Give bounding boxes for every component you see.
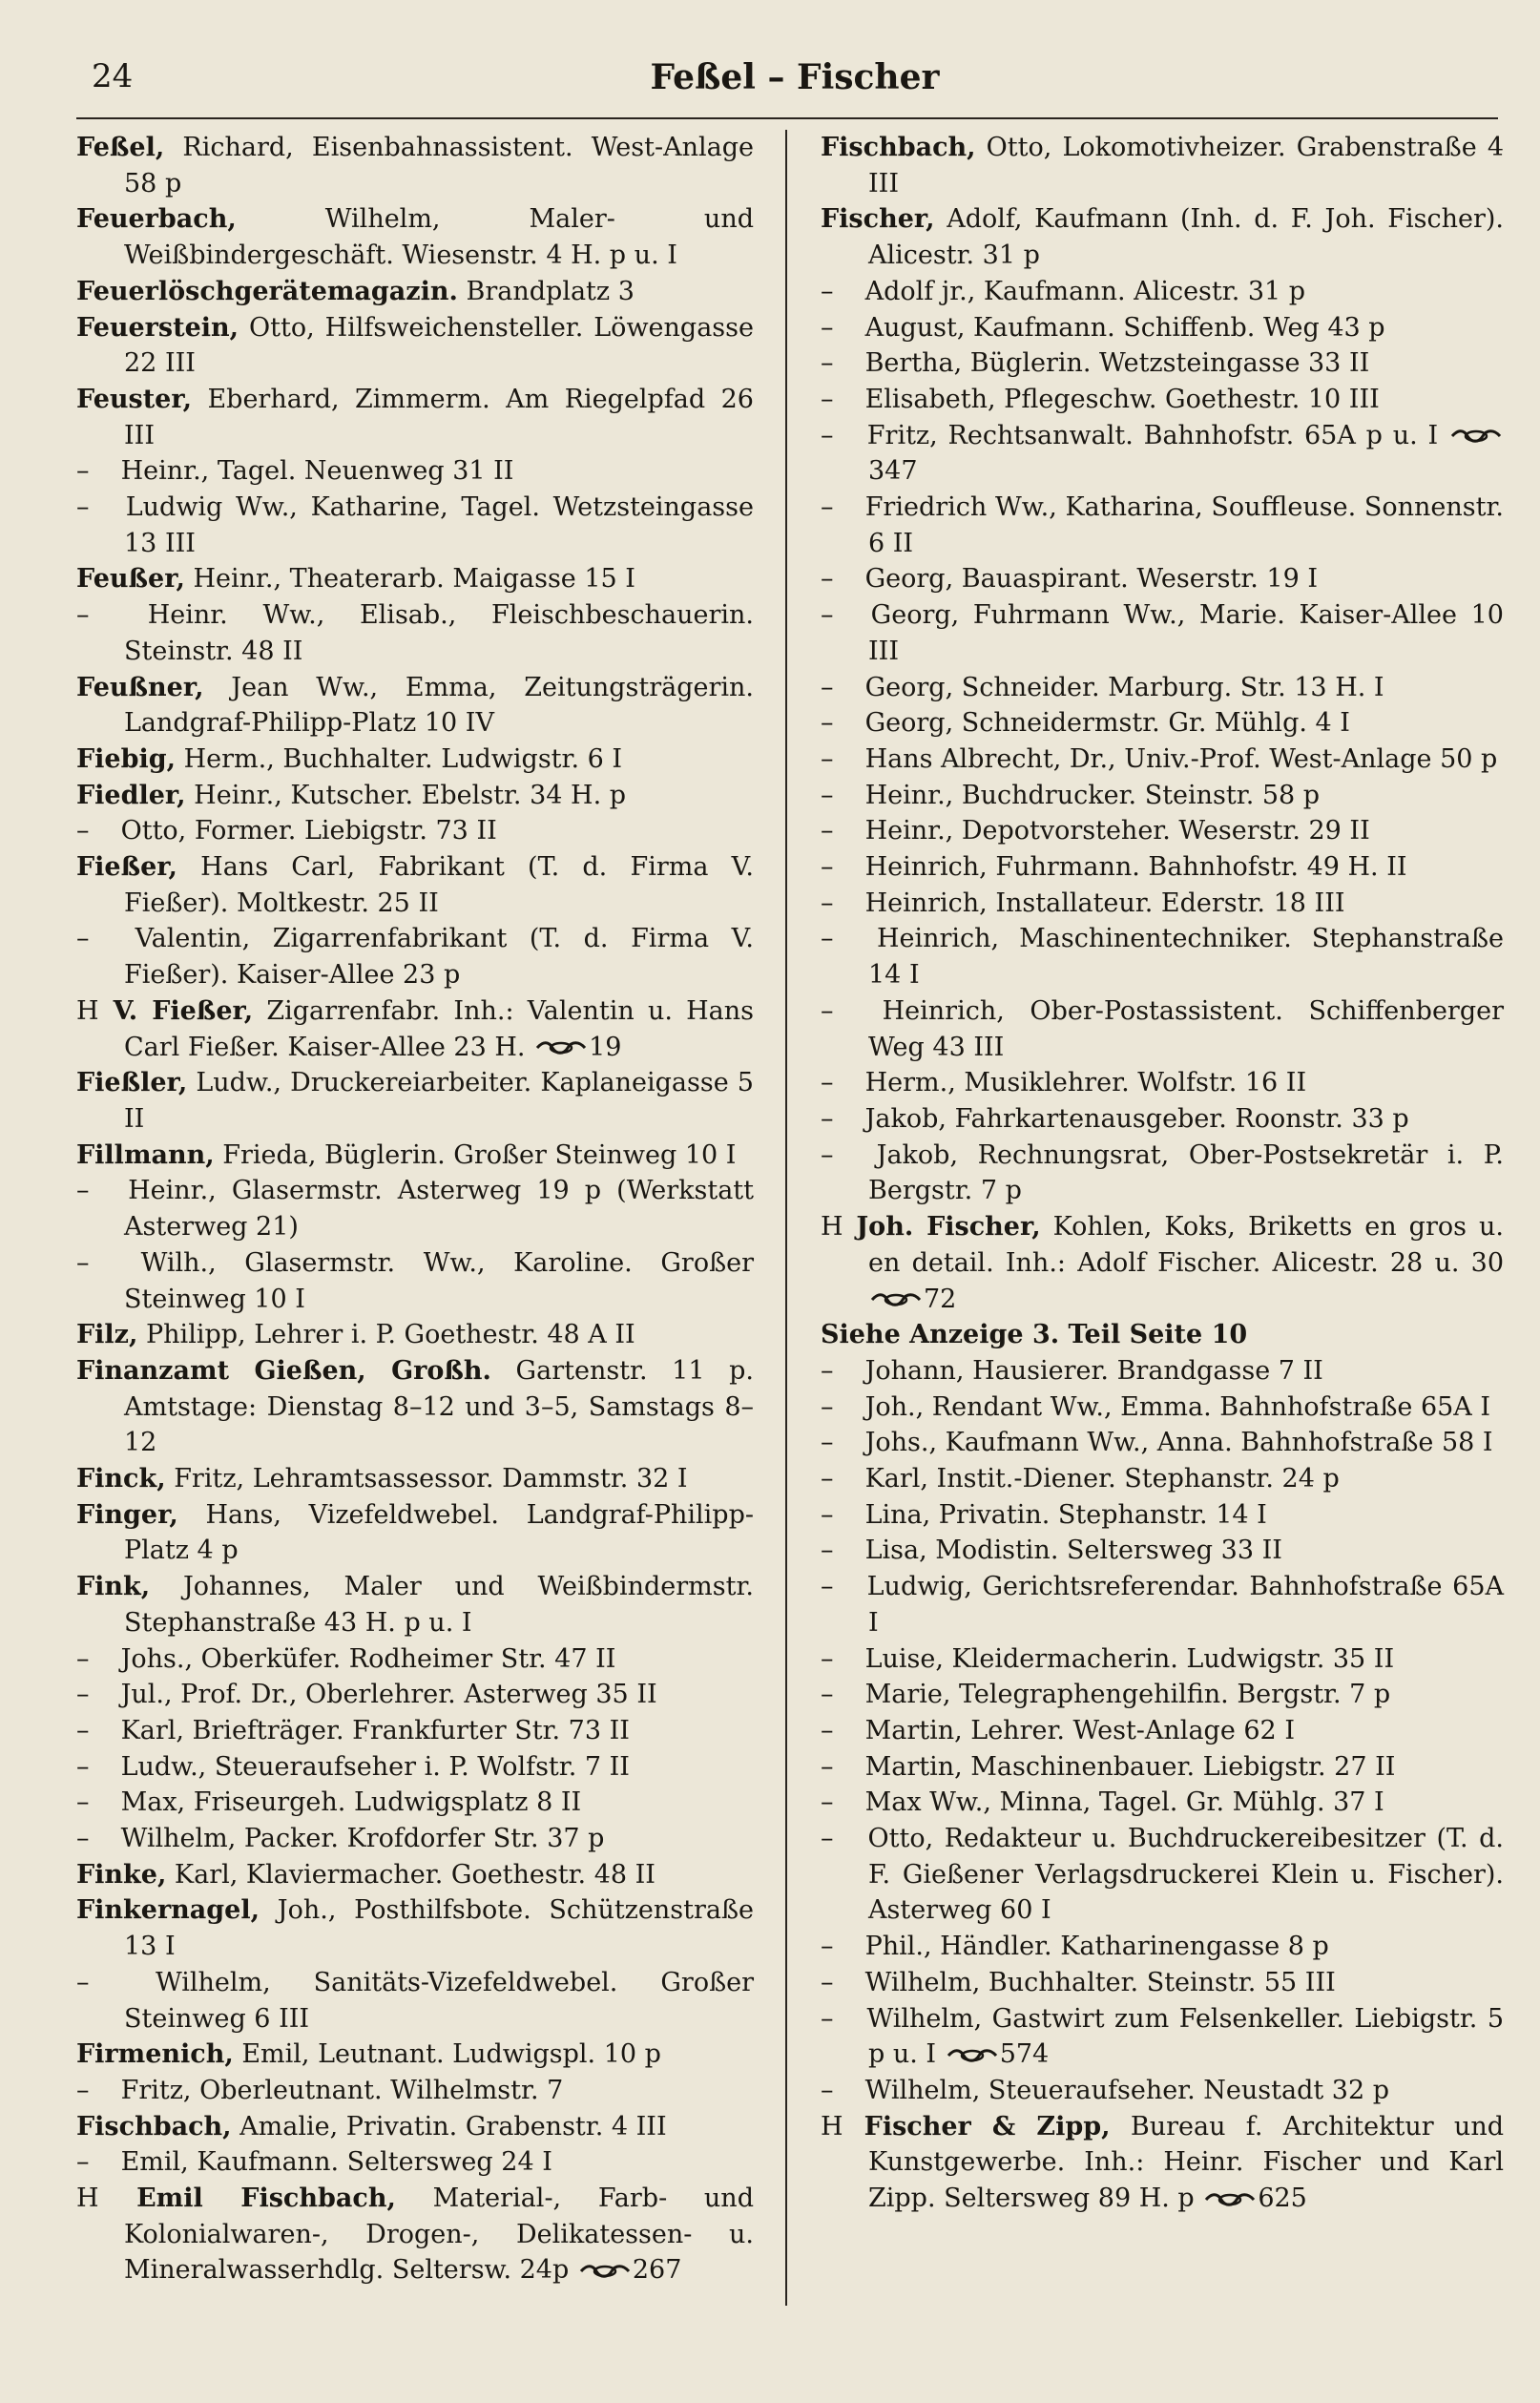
entry-dash: – [76,1643,90,1674]
entry-details: Karl, Briefträger. Frankfurter Str. 73 II [113,1715,630,1745]
entry-phone-number: 347 [868,456,918,487]
entry-dash: – [821,743,834,774]
directory-entry [76,2073,754,2109]
entry-firm-name: Fischer & Zipp, [843,2111,1111,2142]
entry-details: August, Kaufmann. Schiffenb. Weg 43 p [857,312,1385,343]
directory-entry [76,1857,754,1893]
entry-surname: Fießler, [76,1068,188,1098]
entry-dash: – [821,816,834,846]
entry-dash: – [821,852,834,883]
entry-details: Georg, Fuhrmann Ww., Marie. Kaiser-Allee 10 III [857,600,1504,666]
directory-entry [76,2181,754,2288]
entry-details: Martin, Lehrer. West-Anlage 62 I [857,1715,1295,1745]
directory-entry [821,742,1504,778]
entry-phone-number: 72 [924,1284,957,1314]
directory-entry [76,1749,754,1786]
entry-dash: – [76,456,90,487]
directory-entry [821,1353,1504,1390]
directory-entry [821,201,1504,273]
entry-details: Bureau f. Architektur und Kunstgewerbe. Inh.: Heinr. Fischer und Karl Zipp. Seltersweg 89 H. p [868,2111,1504,2214]
entry-dash: – [76,1787,90,1818]
entry-details: Jakob, Rechnungsrat, Ober-Postsekretär i. P. Bergstr. 7 p [857,1139,1504,1206]
entry-dash: – [76,816,90,846]
entry-dash: – [821,564,834,595]
entry-surname: Fillmann, [76,1139,215,1170]
entry-details: Johs., Oberküfer. Rodheimer Str. 47 II [113,1643,616,1674]
entry-surname: Feuerlöschgerätemagazin. [76,276,458,306]
directory-entry [76,1569,754,1640]
directory-entry [76,453,754,490]
entry-details: Max, Friseurgeh. Ludwigsplatz 8 II [113,1787,582,1818]
directory-entry [76,813,754,849]
directory-entry [821,597,1504,669]
entry-details: Johs., Kaufmann Ww., Anna. Bahnhofstraße 58 I [857,1428,1493,1458]
entry-details: Herm., Buchhalter. Ludwigstr. 6 I [176,743,623,774]
directory-entry [76,1677,754,1713]
directory-entry [821,1785,1504,1821]
directory-entry [821,1533,1504,1569]
directory-entry [821,130,1504,201]
entry-dash: – [821,1391,834,1422]
directory-entry [821,1138,1504,1209]
directory-entry [76,1353,754,1461]
directory-entry [76,130,754,201]
entry-details: Bertha, Büglerin. Wetzsteingasse 33 II [857,348,1370,379]
directory-entry [821,1065,1504,1101]
entry-dash: – [821,995,834,1026]
entry-dash: – [76,492,90,523]
directory-entry [76,490,754,561]
entry-details: Marie, Telegraphengehilfin. Bergstr. 7 p [857,1680,1391,1710]
directory-entry [821,1461,1504,1497]
entry-dash: – [821,888,834,918]
entry-details: Elisabeth, Pflegeschw. Goethestr. 10 III [857,384,1380,414]
entry-dash: – [76,600,90,631]
entry-dash: – [76,1680,90,1710]
entry-dash: – [76,1247,90,1278]
entry-firm-name: Emil Fischbach, [98,2184,396,2214]
entry-dash: – [821,1499,834,1530]
entry-details: Ludwig Ww., Katharine, Tagel. Wetzsteingasse 13 III [113,492,754,558]
entry-h-marker: H [821,2111,843,2142]
entry-details: Herm., Musiklehrer. Wolfstr. 16 II [857,1068,1307,1098]
directory-entry [76,1497,754,1569]
telephone-icon [947,2047,998,2064]
right-column [821,130,1504,2217]
entry-details: Philipp, Lehrer i. P. Goethestr. 48 A II [137,1320,635,1350]
entry-details: Heinrich, Ober-Postassistent. Schiffenberger Weg 43 III [857,995,1504,1062]
entry-surname: Fischer, [821,204,935,235]
directory-entry [821,274,1504,310]
entry-details: Jean Ww., Emma, Zeitungsträgerin. Landgraf-Philipp-Platz 10 IV [124,672,754,739]
entry-details: Gartenstr. 11 p. Amtstage: Dienstag 8–12 und 3–5, Samstags 8–12 [124,1355,754,1458]
entry-details: Georg, Schneider. Marburg. Str. 13 H. I [857,672,1384,702]
column-divider [785,130,787,2306]
entry-details: Richard, Eisenbahnassistent. West-Anlage 58 p [124,133,754,199]
directory-entry [76,1785,754,1821]
directory-entry [821,886,1504,922]
directory-entry [821,1101,1504,1138]
directory-entry [821,1821,1504,1929]
entry-details: Lisa, Modistin. Seltersweg 33 II [857,1536,1282,1566]
directory-entry [76,1317,754,1353]
directory-entry [821,670,1504,706]
directory-entry [821,921,1504,993]
entry-details: Emil, Kaufmann. Seltersweg 24 I [113,2147,552,2178]
entry-details: Brandplatz 3 [457,276,635,306]
running-head: Feßel – Fischer [650,57,940,97]
entry-h-marker: H [76,995,99,1026]
entry-details: Jakob, Fahrkartenausgeber. Roonstr. 33 p [857,1103,1409,1134]
telephone-icon [535,1039,587,1056]
entry-surname: Fischbach, [76,2111,232,2142]
entry-details: Ludwig, Gerichtsreferendar. Bahnhofstraße 65A I [857,1572,1504,1638]
entry-dash: – [821,1643,834,1674]
directory-entry [76,849,754,921]
directory-entry [821,1425,1504,1461]
entry-dash: – [821,1932,834,1962]
directory-entry [821,1641,1504,1678]
entry-dash: – [76,2147,90,2178]
directory-entry [821,993,1504,1065]
entry-surname: Feuerstein, [76,312,239,343]
entry-surname: Fiedler, [76,780,186,810]
directory-entry [821,1209,1504,1317]
entry-details: Fritz, Lehramtsassessor. Dammstr. 32 I [165,1464,688,1494]
directory-entry [821,705,1504,742]
entry-details: Johannes, Maler und Weißbindermstr. Stephanstraße 43 H. p u. I [124,1572,754,1638]
entry-details: Phil., Händler. Katharinengasse 8 p [857,1932,1329,1962]
entry-surname: Feuerbach, [76,204,237,235]
directory-entry [76,670,754,742]
entry-dash: – [821,1103,834,1134]
telephone-icon [579,2263,631,2280]
entry-details: Wilhelm, Gastwirt zum Felsenkeller. Liebigstr. 5 p u. I [857,2003,1504,2070]
directory-entry [76,2109,754,2145]
directory-entry [821,2073,1504,2109]
page-number: 24 [92,57,134,95]
entry-details: Material-, Farb- und Kolonialwaren-, Drogen-, Delikatessen- u. Mineralwasserhdlg. Seltersw. 24p [124,2184,754,2286]
directory-entry [76,382,754,453]
directory-entry [76,201,754,273]
entry-phone-number: 267 [632,2255,682,2286]
entry-details: Eberhard, Zimmerm. Am Riegelpfad 26 III [124,384,754,450]
entry-dash: – [821,1715,834,1745]
entry-dash: – [821,348,834,379]
directory-entry [76,921,754,993]
entry-dash: – [76,1715,90,1745]
entry-dash: – [821,1751,834,1782]
directory-entry [821,1749,1504,1786]
entry-dash: – [76,924,90,954]
entry-dash: – [821,1824,834,1854]
directory-entry [821,1677,1504,1713]
entry-details: Otto, Redakteur u. Buchdruckereibesitzer (T. d. F. Gießener Verlagsdruckerei Klein u. Fischer). Asterweg 60 I [857,1824,1504,1926]
entry-dash: – [821,384,834,414]
page-header [92,57,1498,115]
telephone-icon [870,1291,922,1308]
directory-entry [76,2144,754,2181]
directory-entry [821,849,1504,886]
entry-dash: – [821,708,834,739]
entry-details: Luise, Kleidermacherin. Ludwigstr. 35 II [857,1643,1395,1674]
entry-dash: – [821,1464,834,1494]
entry-details: Otto, Lokomotivheizer. Grabenstraße 4 III [868,133,1504,199]
entry-details: Hans Albrecht, Dr., Univ.-Prof. West-Anlage 50 p [857,743,1498,774]
directory-entry [821,490,1504,561]
directory-entry [76,274,754,310]
directory-entry [821,310,1504,346]
entry-details: Heinr., Theaterarb. Maigasse 15 I [184,564,635,595]
entry-details: Georg, Bauaspirant. Weserstr. 19 I [857,564,1319,595]
entry-details: Wilhelm, Packer. Krofdorfer Str. 37 p [113,1824,605,1854]
entry-details: Max Ww., Minna, Tagel. Gr. Mühlg. 37 I [857,1787,1384,1818]
directory-entry [821,778,1504,814]
entry-details: Hans Carl, Fabrikant (T. d. Firma V. Fießer). Moltkestr. 25 II [124,852,754,918]
entry-details: Heinr., Glasermstr. Asterweg 19 p (Werkstatt Asterweg 21) [113,1176,754,1243]
entry-dash: – [821,600,834,631]
directory-entry [76,561,754,597]
entry-surname: Feßel, [76,133,165,162]
entry-dash: – [821,2003,834,2034]
entry-details: Heinrich, Installateur. Ederstr. 18 III [857,888,1345,918]
entry-details: Heinrich, Fuhrmann. Bahnhofstr. 49 H. II [857,852,1407,883]
entry-surname: Fink, [76,1572,151,1602]
entry-details: Johann, Hausierer. Brandgasse 7 II [857,1355,1323,1386]
entry-details: Karl, Instit.-Diener. Stephanstr. 24 p [857,1464,1340,1494]
entry-details: Zigarrenfabr. Inh.: Valentin u. Hans Carl Fießer. Kaiser-Allee 23 H. [124,995,754,1062]
directory-entry [821,418,1504,490]
directory-entry [821,1965,1504,2001]
entry-dash: – [76,2075,90,2105]
entry-details: Ludw., Steueraufseher i. P. Wolfstr. 7 II [113,1751,630,1782]
directory-entry [76,1641,754,1678]
directory-entry [821,1390,1504,1426]
entry-dash: – [821,924,834,954]
directory-entry [76,1965,754,2037]
entry-details: Heinr. Ww., Elisab., Fleischbeschauerin. Steinstr. 48 II [113,600,754,666]
entry-details: Otto, Hilfsweichensteller. Löwengasse 22 III [124,312,754,379]
entry-surname: Fießer, [76,852,177,883]
directory-entry [76,1173,754,1244]
directory-entry [821,1713,1504,1749]
entry-dash: – [821,1680,834,1710]
entry-dash: – [821,420,834,450]
entry-details: Ludw., Druckereiarbeiter. Kaplaneigasse 5 II [124,1068,754,1134]
directory-entry [821,561,1504,597]
directory-entry [76,1138,754,1174]
entry-phone-number: 19 [589,1032,622,1062]
entry-details: Georg, Schneidermstr. Gr. Mühlg. 4 I [857,708,1350,739]
entry-dash: – [76,1824,90,1854]
entry-details: Valentin, Zigarrenfabrikant (T. d. Firma V. Fießer). Kaiser-Allee 23 p [113,924,754,991]
entry-dash: – [821,1536,834,1566]
entry-details: Fritz, Rechtsanwalt. Bahnhofstr. 65A p u. I [857,420,1439,450]
directory-entry [76,597,754,669]
entry-details: Martin, Maschinenbauer. Liebigstr. 27 II [857,1751,1396,1782]
entry-h-marker: H [76,2184,99,2214]
entry-details: Friedrich Ww., Katharina, Souffleuse. Sonnenstr. 6 II [857,492,1504,558]
directory-entry [821,382,1504,418]
entry-details: Heinr., Buchdrucker. Steinstr. 58 p [857,780,1321,810]
entry-details: Adolf, Kaufmann (Inh. d. F. Joh. Fischer). Alicestr. 31 p [868,204,1504,271]
entry-details: Lina, Privatin. Stephanstr. 14 I [857,1499,1267,1530]
directory-entry [76,1892,754,1964]
entry-dash: – [76,1751,90,1782]
directory-entry [821,2109,1504,2217]
entry-surname: Filz, [76,1320,138,1350]
directory-entry [821,1569,1504,1640]
entry-dash: – [821,672,834,702]
entry-details: Wilhelm, Sanitäts-Vizefeldwebel. Großer Steinweg 6 III [113,1967,754,2034]
entry-details: Frieda, Büglerin. Großer Steinweg 10 I [214,1139,737,1170]
telephone-icon [1204,2191,1256,2208]
entry-surname: Feußner, [76,672,204,702]
header-rule [76,117,1498,119]
directory-entry [76,2037,754,2073]
entry-details: Emil, Leutnant. Ludwigspl. 10 p [233,2039,661,2070]
directory-entry [76,310,754,382]
directory-entry [76,742,754,778]
left-column [76,130,754,2288]
entry-details: Heinr., Depotvorsteher. Weserstr. 29 II [857,816,1370,846]
directory-entry [821,2001,1504,2073]
entry-surname: Finkernagel, [76,1895,260,1926]
entry-h-marker: H [821,1212,843,1243]
directory-entry [76,1245,754,1317]
entry-dash: – [821,1572,834,1602]
entry-dash: – [821,1355,834,1386]
entry-dash: – [821,1787,834,1818]
directory-entry [821,1929,1504,1965]
entry-details: Heinrich, Maschinentechniker. Stephanstraße 14 I [857,924,1504,991]
telephone-icon [1450,428,1502,445]
directory-entry [76,1065,754,1137]
entry-dash: – [821,276,834,306]
entry-surname: Finanzamt Gießen, Großh. [76,1355,491,1386]
entry-details: Fritz, Oberleutnant. Wilhelmstr. 7 [113,2075,564,2105]
entry-surname: Finke, [76,1859,167,1890]
entry-details: Kohlen, Koks, Briketts en gros u. en detail. Inh.: Adolf Fischer. Alicestr. 28 u. 30 [868,1212,1504,1278]
directory-entry [76,778,754,814]
entry-dash: – [821,780,834,810]
advertisement-note [821,1317,1504,1353]
entry-surname: Fiebig, [76,743,177,774]
entry-firm-name: V. Fießer, [98,995,254,1026]
entry-details: Wilh., Glasermstr. Ww., Karoline. Großer Steinweg 10 I [113,1247,754,1314]
directory-entry [821,813,1504,849]
entry-dash: – [821,1967,834,1997]
entry-surname: Feuster, [76,384,193,414]
entry-details: Jul., Prof. Dr., Oberlehrer. Asterweg 35 II [113,1680,657,1710]
entry-phone-number: 625 [1258,2184,1307,2214]
entry-details: Wilhelm, Maler- und Weißbindergeschäft. Wiesenstr. 4 H. p u. I [124,204,754,271]
directory-entry [76,1713,754,1749]
entry-dash: – [821,312,834,343]
entry-details: Hans, Vizefeldwebel. Landgraf-Philipp-Platz 4 p [124,1499,754,1566]
entry-details: Wilhelm, Buchhalter. Steinstr. 55 III [857,1967,1336,1997]
entry-dash: – [821,1139,834,1170]
entry-details: Karl, Klaviermacher. Goethestr. 48 II [166,1859,656,1890]
entry-surname: Feußer, [76,564,185,595]
entry-surname: Fischbach, [821,133,976,162]
entry-details: Joh., Posthilfsbote. Schützenstraße 13 I [124,1895,754,1962]
directory-entry [76,993,754,1065]
entry-dash: – [821,1428,834,1458]
directory-entry [76,1461,754,1497]
directory-entry [821,345,1504,382]
entry-dash: – [76,1176,90,1206]
entry-dash: – [76,1967,90,1997]
entry-firm-name: Joh. Fischer, [843,1212,1041,1243]
entry-phone-number: 574 [999,2039,1050,2070]
entry-dash: – [821,492,834,523]
entry-surname: Firmenich, [76,2039,234,2070]
entry-details: Heinr., Kutscher. Ebelstr. 34 H. p [185,780,627,810]
entry-details: Adolf jr., Kaufmann. Alicestr. 31 p [857,276,1306,306]
entry-details: Heinr., Tagel. Neuenweg 31 II [113,456,514,487]
entry-details: Otto, Former. Liebigstr. 73 II [113,816,497,846]
ad-note-text: Siehe Anzeige 3. Teil Seite 10 [821,1320,1248,1350]
directory-entry [821,1497,1504,1534]
directory-entry [76,1821,754,1857]
entry-dash: – [821,1068,834,1098]
entry-surname: Finger, [76,1499,178,1530]
entry-details: Joh., Rendant Ww., Emma. Bahnhofstraße 65A I [857,1391,1491,1422]
entry-surname: Finck, [76,1464,166,1494]
entry-details: Amalie, Privatin. Grabenstr. 4 III [231,2111,667,2142]
entry-dash: – [821,2075,834,2105]
entry-details: Wilhelm, Steueraufseher. Neustadt 32 p [857,2075,1390,2105]
